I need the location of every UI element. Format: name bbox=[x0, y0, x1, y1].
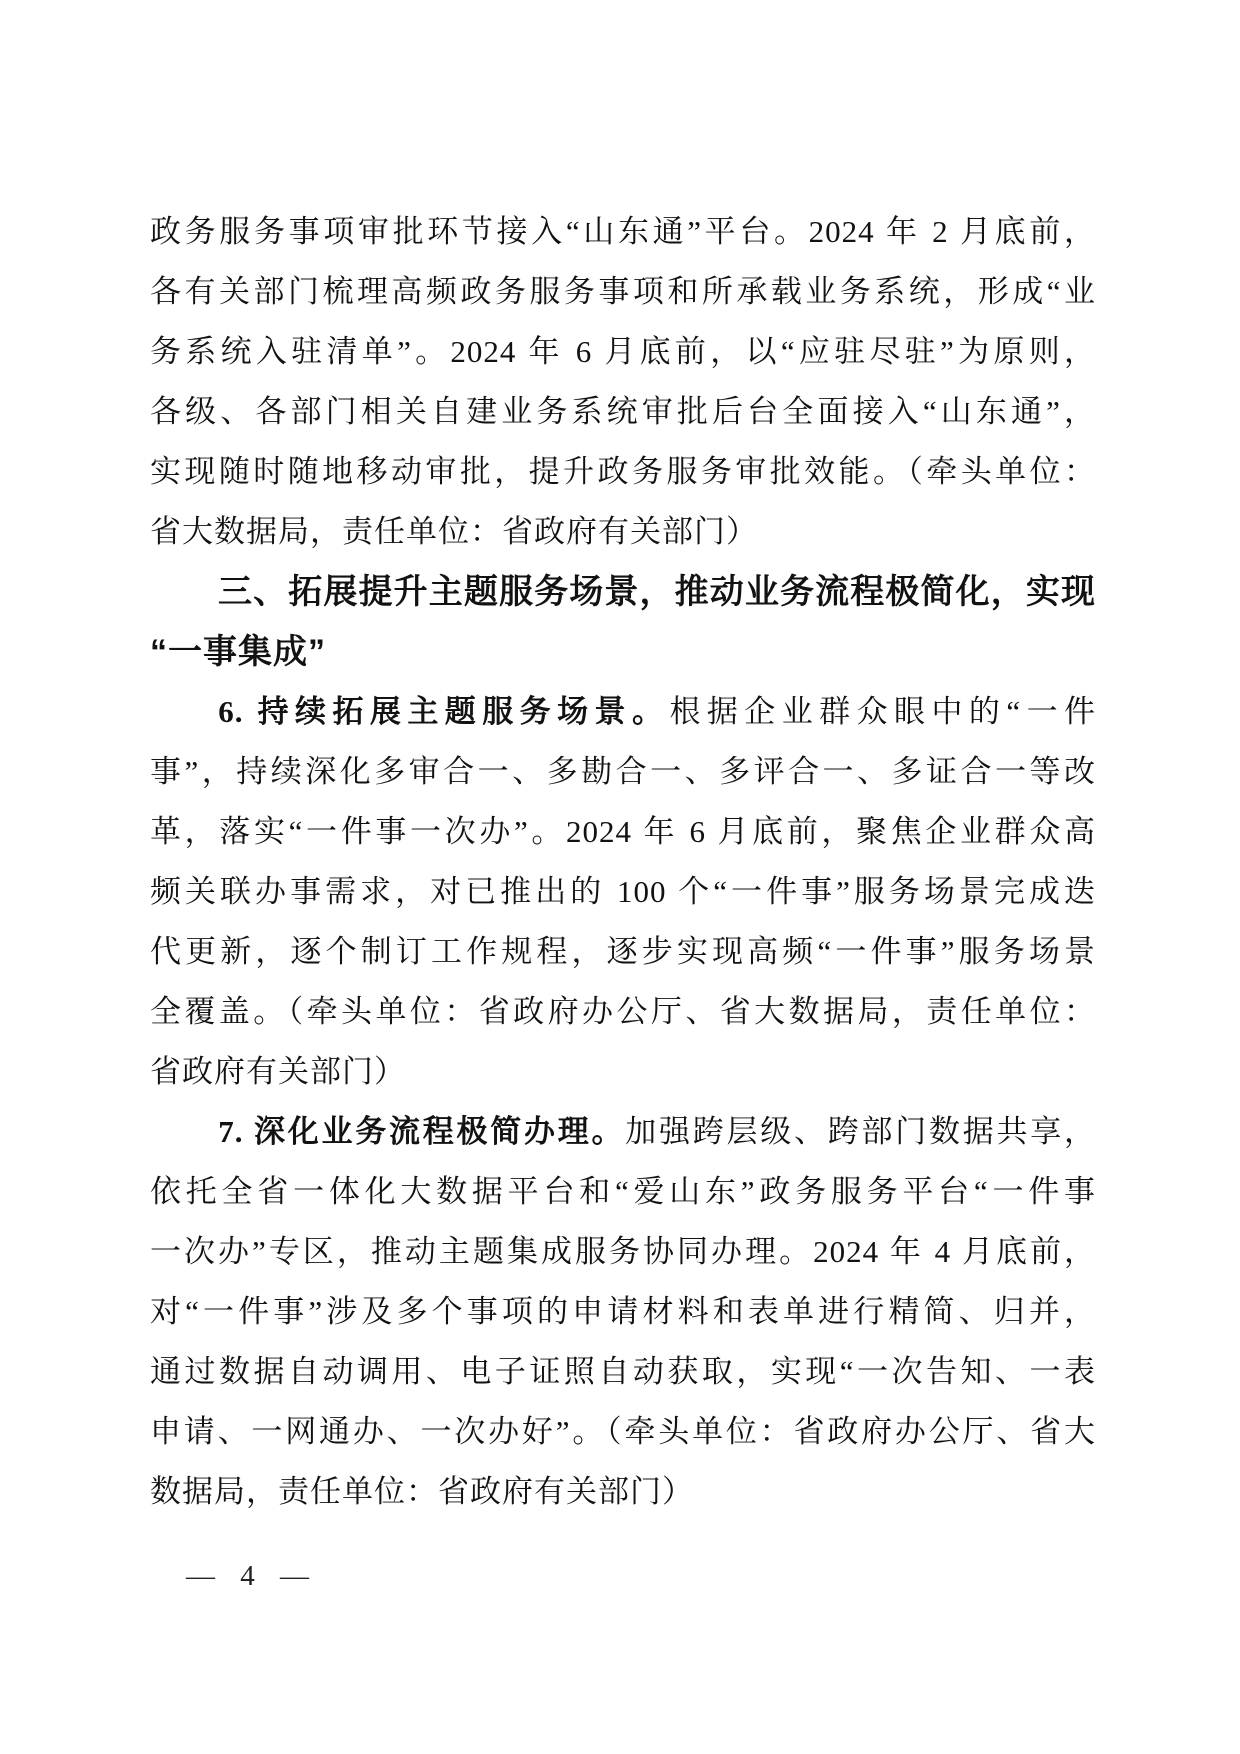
body-text-line: 代更新，逐个制订工作规程，逐步实现高频“一件事”服务场景 bbox=[150, 934, 1096, 969]
body-text-line: 全覆盖。（牵头单位：省政府办公厅、省大数据局，责任单位： bbox=[150, 994, 1096, 1029]
item-number-title: 7. 深化业务流程极简办理。 bbox=[218, 1114, 626, 1149]
body-text-line: 事”，持续深化多审合一、多勘合一、多评合一、多证合一等改 bbox=[150, 754, 1096, 789]
body-text-line: 各级、各部门相关自建业务系统审批后台全面接入“山东通”， bbox=[150, 394, 1096, 429]
document-body bbox=[150, 202, 1096, 1522]
list-item-line bbox=[150, 682, 1096, 742]
body-text-line: 各有关部门梳理高频政务服务事项和所承载业务系统，形成“业 bbox=[150, 274, 1096, 309]
body-text-line: 政务服务事项审批环节接入“山东通”平台。2024 年 2 月底前， bbox=[150, 214, 1096, 249]
body-text-line: 务系统入驻清单”。2024 年 6 月底前，以“应驻尽驻”为原则， bbox=[150, 334, 1096, 369]
body-text-line: 实现随时随地移动审批，提升政务服务审批效能。（牵头单位： bbox=[150, 454, 1096, 489]
body-text-line: 申请、一网通办、一次办好”。（牵头单位：省政府办公厅、省大 bbox=[150, 1414, 1096, 1449]
item-number-title: 6. 持续拓展主题服务场景。 bbox=[218, 694, 670, 729]
body-text-line: 数据局，责任单位：省政府有关部门） bbox=[150, 1474, 694, 1509]
body-text-line: 依托全省一体化大数据平台和“爱山东”政务服务平台“一件事 bbox=[150, 1174, 1096, 1209]
body-text-line: 省大数据局，责任单位：省政府有关部门） bbox=[150, 514, 758, 549]
body-text-line: 一次办”专区，推动主题集成服务协同办理。2024 年 4 月底前， bbox=[150, 1234, 1096, 1269]
body-text-line: 频关联办事需求，对已推出的 100 个“一件事”服务场景完成迭 bbox=[150, 874, 1096, 909]
section-heading-line: “一事集成” bbox=[150, 633, 326, 671]
body-text-line: 革，落实“一件事一次办”。2024 年 6 月底前，聚焦企业群众高 bbox=[150, 814, 1096, 849]
item-body-text: 根据企业群众眼中的“一件 bbox=[669, 694, 1096, 729]
section-heading-line: 三、拓展提升主题服务场景，推动业务流程极简化，实现 bbox=[218, 573, 1096, 611]
list-item-line bbox=[150, 1102, 1096, 1162]
item-body-text: 加强跨层级、跨部门数据共享， bbox=[625, 1114, 1096, 1149]
body-text-line: 省政府有关部门） bbox=[150, 1054, 406, 1089]
body-text-line: 对“一件事”涉及多个事项的申请材料和表单进行精简、归并， bbox=[150, 1294, 1096, 1329]
page-number: — 4 — bbox=[186, 1560, 318, 1592]
body-text-line: 通过数据自动调用、电子证照自动获取，实现“一次告知、一表 bbox=[150, 1354, 1096, 1389]
